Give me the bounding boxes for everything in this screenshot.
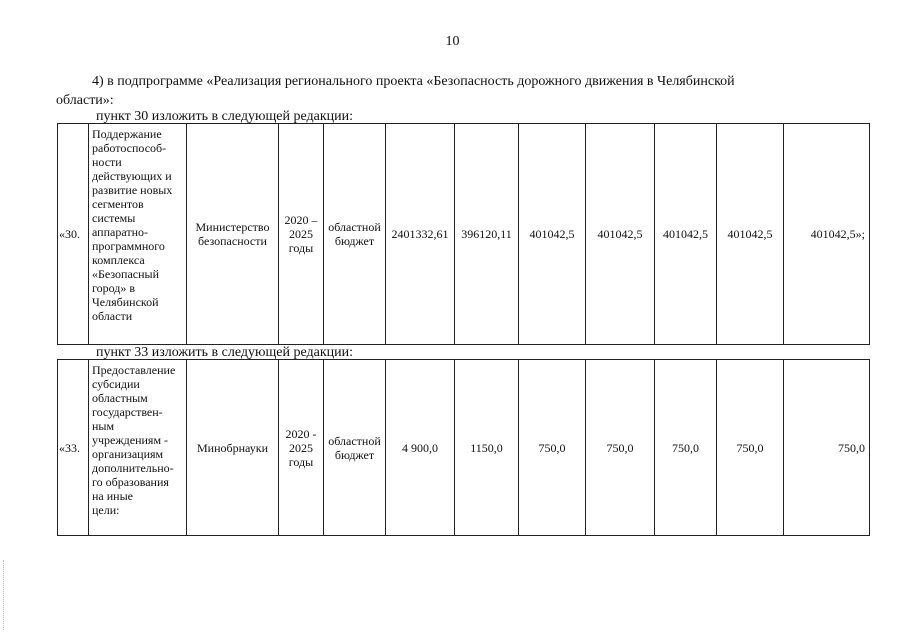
item-30-amount-year: 401042,5»; [784, 124, 870, 345]
item-30-name-line: аппаратно- [92, 225, 149, 239]
item-33-name-line: го образования [92, 475, 169, 489]
item-33-table [57, 359, 870, 536]
item-30-name [89, 124, 187, 345]
item-33-amount-year: 750,0 [586, 360, 655, 536]
item-30-amount-year: 396120,11 [455, 124, 519, 345]
item-30-number: «30. [58, 124, 89, 345]
item-33-name-line: цели: [92, 503, 120, 517]
item-30-amount-year: 401042,5 [519, 124, 586, 345]
item-30-row [58, 124, 870, 345]
item-30-name-line: программного [92, 239, 165, 253]
item-33-name-line: ным [92, 419, 115, 433]
scan-edge-mark [3, 560, 4, 630]
item-30-name-line: действующих и [92, 169, 172, 183]
item-33-amount-year: 750,0 [784, 360, 870, 536]
item-30-source: областной бюджет [324, 124, 386, 345]
item-30-name-line: «Безопасный [92, 267, 160, 281]
item-30-name-line: сегментов [92, 197, 144, 211]
item-33-name-line: организациям [92, 447, 164, 461]
item-30-period: 2020 – 2025 годы [279, 124, 324, 345]
intro-line-1: 4) в подпрограмме «Реализация регионального проекта «Безопасность дорожного движения в Челябинской [92, 74, 735, 89]
item-30-amount-year: 401042,5 [586, 124, 655, 345]
item-33-name-line: государствен- [92, 405, 163, 419]
item-30-amount-total: 2401332,61 [386, 124, 455, 345]
item-30-name-line: город» в [92, 281, 136, 295]
item-33-number: «33. [58, 360, 89, 536]
item-33-name [89, 360, 187, 536]
item-33-name-line: Предоставление [92, 363, 176, 377]
item-30-amount-year: 401042,5 [655, 124, 717, 345]
item-33-row [58, 360, 870, 536]
item-33-executor: Минобрнауки [187, 360, 279, 536]
item-33-amount-year: 750,0 [655, 360, 717, 536]
item-30-heading: пункт 30 изложить в следующей редакции: [96, 109, 353, 124]
intro-line-2: области»: [56, 93, 114, 108]
item-30-amount-year: 401042,5 [717, 124, 784, 345]
item-30-name-line: Поддержание [92, 127, 162, 141]
page-number: 10 [445, 34, 460, 49]
item-33-amount-total: 4 900,0 [386, 360, 455, 536]
intro-paragraph [56, 72, 846, 110]
item-33-name-line: дополнительно- [92, 461, 174, 475]
item-30-name-line: Челябинской [92, 295, 159, 309]
item-33-heading: пункт 33 изложить в следующей редакции: [96, 345, 353, 360]
item-33-source: областной бюджет [324, 360, 386, 536]
item-30-name-line: ности [92, 155, 122, 169]
item-33-name-line: на иные [92, 489, 133, 503]
item-30-name-line: работоспособ- [92, 141, 167, 155]
item-33-name-line: субсидии [92, 377, 140, 391]
item-30-name-line: системы [92, 211, 136, 225]
item-33-period: 2020 - 2025 годы [279, 360, 324, 536]
item-33-amount-year: 750,0 [717, 360, 784, 536]
item-33-name-line: учреждениям - [92, 433, 169, 447]
item-33-amount-year: 750,0 [519, 360, 586, 536]
item-30-executor: Министерство безопасности [187, 124, 279, 345]
item-33-amount-year: 1150,0 [455, 360, 519, 536]
item-30-name-line: развитие новых [92, 183, 173, 197]
item-30-name-line: области [92, 309, 133, 323]
item-33-name-line: областным [92, 391, 148, 405]
item-30-name-line: комплекса [92, 253, 145, 267]
item-30-table [57, 123, 870, 345]
